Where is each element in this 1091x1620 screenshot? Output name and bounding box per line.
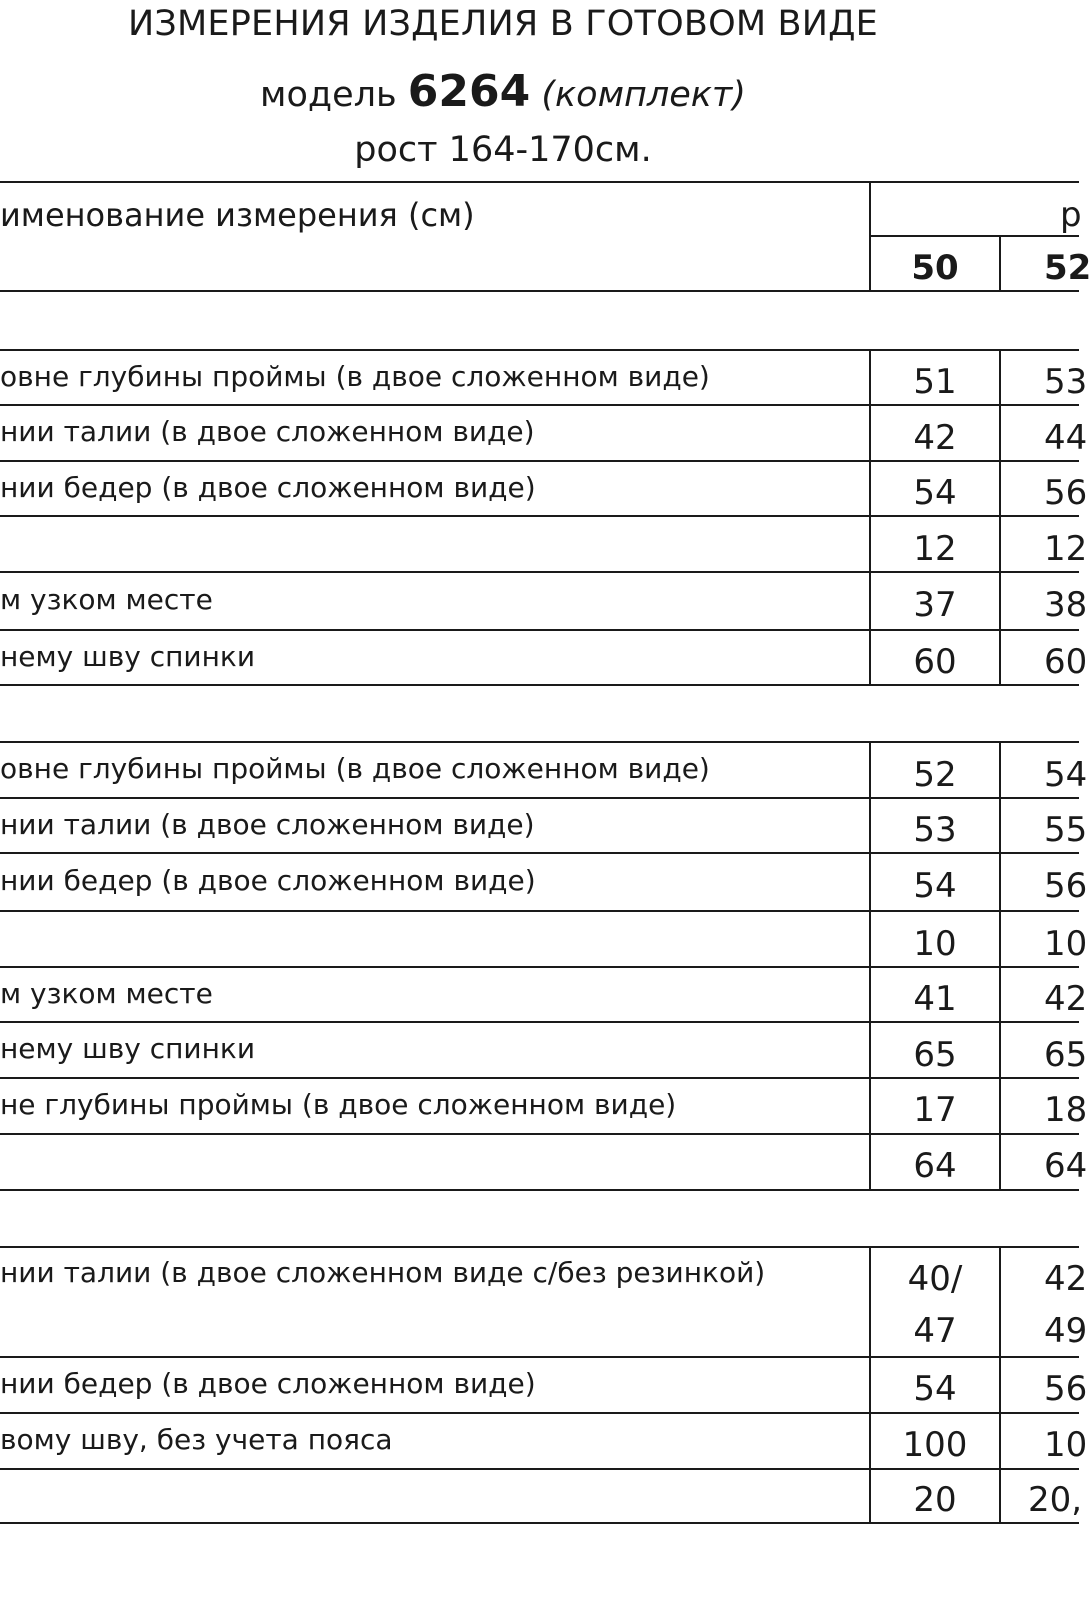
table-row-label: овне глубины проймы (в двое сложенном виде) <box>0 752 710 785</box>
table-cell-50: 10 <box>913 924 957 964</box>
table-cell-50: 54 <box>913 473 957 513</box>
page-title: ИЗМЕРЕНИЯ ИЗДЕЛИЯ В ГОТОВОМ ВИДЕ <box>127 4 878 44</box>
table-row-label: м узком месте <box>0 583 213 616</box>
row-divider <box>0 404 1079 406</box>
table-row-label: нии бедер (в двое сложенном виде) <box>0 471 536 504</box>
table-row-label: не глубины проймы (в двое сложенном виде) <box>0 1088 677 1121</box>
row-divider <box>0 629 1079 631</box>
section2-bottom-border <box>0 1189 1079 1191</box>
row-divider <box>0 460 1079 462</box>
row-divider <box>0 1468 1079 1470</box>
row-divider <box>0 966 1079 968</box>
model-suffix: (комплект) <box>541 75 746 115</box>
table-cell-50: 64 <box>913 1146 957 1186</box>
table-cell-52: 56 <box>1044 866 1088 906</box>
table-row-label: нему шву спинки <box>0 640 256 673</box>
section3-top-border <box>0 1246 1079 1248</box>
table-cell-50: 60 <box>913 642 957 682</box>
row-divider <box>0 571 1079 573</box>
table-top-border <box>0 181 1079 183</box>
size-group-header: р <box>1060 195 1082 235</box>
table-cell-52: 54 <box>1044 755 1088 795</box>
table-row-label: нии талии (в двое сложенном виде) <box>0 808 535 841</box>
table-cell-50: 12 <box>913 529 957 569</box>
table-cell-52: 55 <box>1044 810 1088 850</box>
table-cell-52: 12 <box>1044 529 1088 569</box>
table-cell-50: 41 <box>913 979 957 1019</box>
table-cell-52: 10 <box>1044 1425 1088 1465</box>
table-row-label: нему шву спинки <box>0 1032 256 1065</box>
table-row-label: овне глубины проймы (в двое сложенном виде) <box>0 360 710 393</box>
section1-bottom-border <box>0 684 1079 686</box>
model-prefix: модель <box>260 75 397 115</box>
table-row-label: нии бедер (в двое сложенном виде) <box>0 864 536 897</box>
table-row-label: нии талии (в двое сложенном виде с/без резинкой) <box>0 1256 766 1289</box>
table-cell-52: 42 <box>1044 1259 1088 1299</box>
table-cell-50: 53 <box>913 810 957 850</box>
size-header-50: 50 <box>911 248 959 288</box>
row-divider <box>0 910 1079 912</box>
model-number: 6264 <box>407 66 531 117</box>
table-cell-52: 53 <box>1044 362 1088 402</box>
size-header-52: 52 <box>1044 248 1091 288</box>
table-cell-50: 42 <box>913 418 957 458</box>
section2-top-border <box>0 741 1079 743</box>
size-header-divider <box>869 235 1079 237</box>
table-cell-52: 56 <box>1044 473 1088 513</box>
row-divider <box>0 1077 1079 1079</box>
table-cell-52: 38 <box>1044 585 1088 625</box>
table-cell-52: 49 <box>1044 1311 1088 1351</box>
table-cell-52: 65 <box>1044 1035 1088 1075</box>
table-cell-52: 18 <box>1044 1090 1088 1130</box>
table-row-label: м узком месте <box>0 977 213 1010</box>
table-cell-50: 47 <box>913 1311 957 1351</box>
model-line <box>0 66 1006 117</box>
table-cell-52: 20, <box>1028 1480 1083 1520</box>
table-cell-52: 42 <box>1044 979 1088 1019</box>
table-row-label: нии талии (в двое сложенном виде) <box>0 415 535 448</box>
table-cell-50: 54 <box>913 866 957 906</box>
row-divider <box>0 515 1079 517</box>
table-cell-50: 40/ <box>907 1259 963 1299</box>
table-cell-52: 64 <box>1044 1146 1088 1186</box>
table-row-label: вому шву, без учета пояса <box>0 1423 393 1456</box>
table-cell-52: 44 <box>1044 418 1088 458</box>
table-cell-50: 54 <box>913 1369 957 1409</box>
table-cell-50: 51 <box>913 362 957 402</box>
row-divider <box>0 1133 1079 1135</box>
row-divider <box>0 852 1079 854</box>
row-divider <box>0 1021 1079 1023</box>
table-cell-50: 65 <box>913 1035 957 1075</box>
height-range: рост 164-170см. <box>354 130 652 170</box>
table-cell-52: 10 <box>1044 924 1088 964</box>
row-divider <box>0 797 1079 799</box>
table-cell-52: 60 <box>1044 642 1088 682</box>
table-cell-50: 20 <box>913 1480 957 1520</box>
table-cell-52: 56 <box>1044 1369 1088 1409</box>
row-divider <box>0 1356 1079 1358</box>
row-divider <box>0 1412 1079 1414</box>
name-column-header: именование измерения (см) <box>0 196 475 234</box>
table-row-label: нии бедер (в двое сложенном виде) <box>0 1367 536 1400</box>
section1-top-border <box>0 349 1079 351</box>
table-cell-50: 17 <box>913 1090 957 1130</box>
section3-bottom-border <box>0 1522 1079 1524</box>
table-cell-50: 100 <box>902 1425 968 1465</box>
table-cell-50: 37 <box>913 585 957 625</box>
table-cell-50: 52 <box>913 755 957 795</box>
header-bottom-border <box>0 290 1079 292</box>
